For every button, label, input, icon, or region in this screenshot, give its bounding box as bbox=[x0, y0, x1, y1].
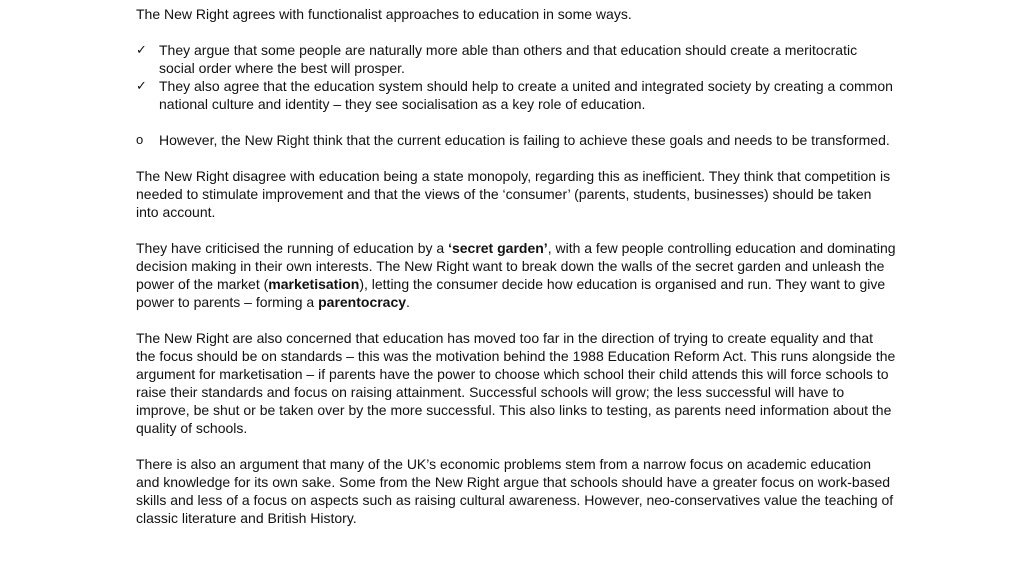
spacer bbox=[136, 23, 896, 41]
bullet-item-however bbox=[136, 131, 896, 149]
circle-bullet-icon: o bbox=[136, 132, 144, 147]
bullet-text: They argue that some people are naturally more able than others and that education should create a meritocratic social order where the best will prosper. bbox=[159, 42, 858, 76]
bullet-text: However, the New Right think that the current education is failing to achieve these goals and needs to be transformed. bbox=[159, 132, 890, 148]
spacer bbox=[136, 221, 896, 239]
term-marketisation: marketisation bbox=[268, 276, 360, 292]
secret-garden-paragraph: They have criticised the running of education by a ‘secret garden’, with a few people controlling education and dominating decision making in their own interests. The New Right want to break down the walls of the secret garden and unleash the power of the market (marketisation), letting the consumer decide how education is organised and run. They want to give power to parents – forming a parentocracy. bbox=[136, 240, 896, 310]
intro-paragraph: The New Right agrees with functionalist approaches to education in some ways. bbox=[136, 6, 632, 22]
check-icon: ✓ bbox=[136, 78, 147, 93]
economic-paragraph: There is also an argument that many of the UK’s economic problems stem from a narrow focus on academic education and knowledge for its own sake. Some from the New Right argue that schools should have a greater focus on work-based skills and less of a focus on aspects such as raising cultural awareness. However, neo-conservatives value the teaching of classic literature and British History. bbox=[136, 456, 894, 526]
standards-paragraph: The New Right are also concerned that education has moved too far in the direction of trying to create equality and that the focus should be on standards – this was the motivation behind the 1988 Education Reform Act. This runs alongside the argument for marketisation – if parents have the power to choose which school their child attends this will force schools to raise their standards and focus on raising attainment. Successful schools will grow; the less successful will have to improve, be shut or be taken over by the more successful. This also links to testing, as parents need information about the quality of schools. bbox=[136, 330, 896, 436]
check-icon: ✓ bbox=[136, 42, 147, 57]
term-parentocracy: parentocracy bbox=[318, 294, 407, 310]
spacer bbox=[136, 149, 896, 167]
term-secret-garden: ‘secret garden’ bbox=[448, 240, 548, 256]
bullet-item-integration bbox=[136, 77, 896, 113]
spacer bbox=[136, 311, 896, 329]
bullet-item-meritocracy bbox=[136, 41, 896, 77]
spacer bbox=[136, 437, 896, 455]
document-page bbox=[136, 5, 896, 527]
bullet-text: They also agree that the education system should help to create a united and integrated society by creating a common national culture and identity – they see socialisation as a key role of education. bbox=[159, 78, 893, 112]
spacer bbox=[136, 113, 896, 131]
monopoly-paragraph: The New Right disagree with education being a state monopoly, regarding this as inefficient. They think that competition is needed to stimulate improvement and that the views of the ‘consumer’ (parents, students, businesses) should be taken into account. bbox=[136, 168, 891, 220]
